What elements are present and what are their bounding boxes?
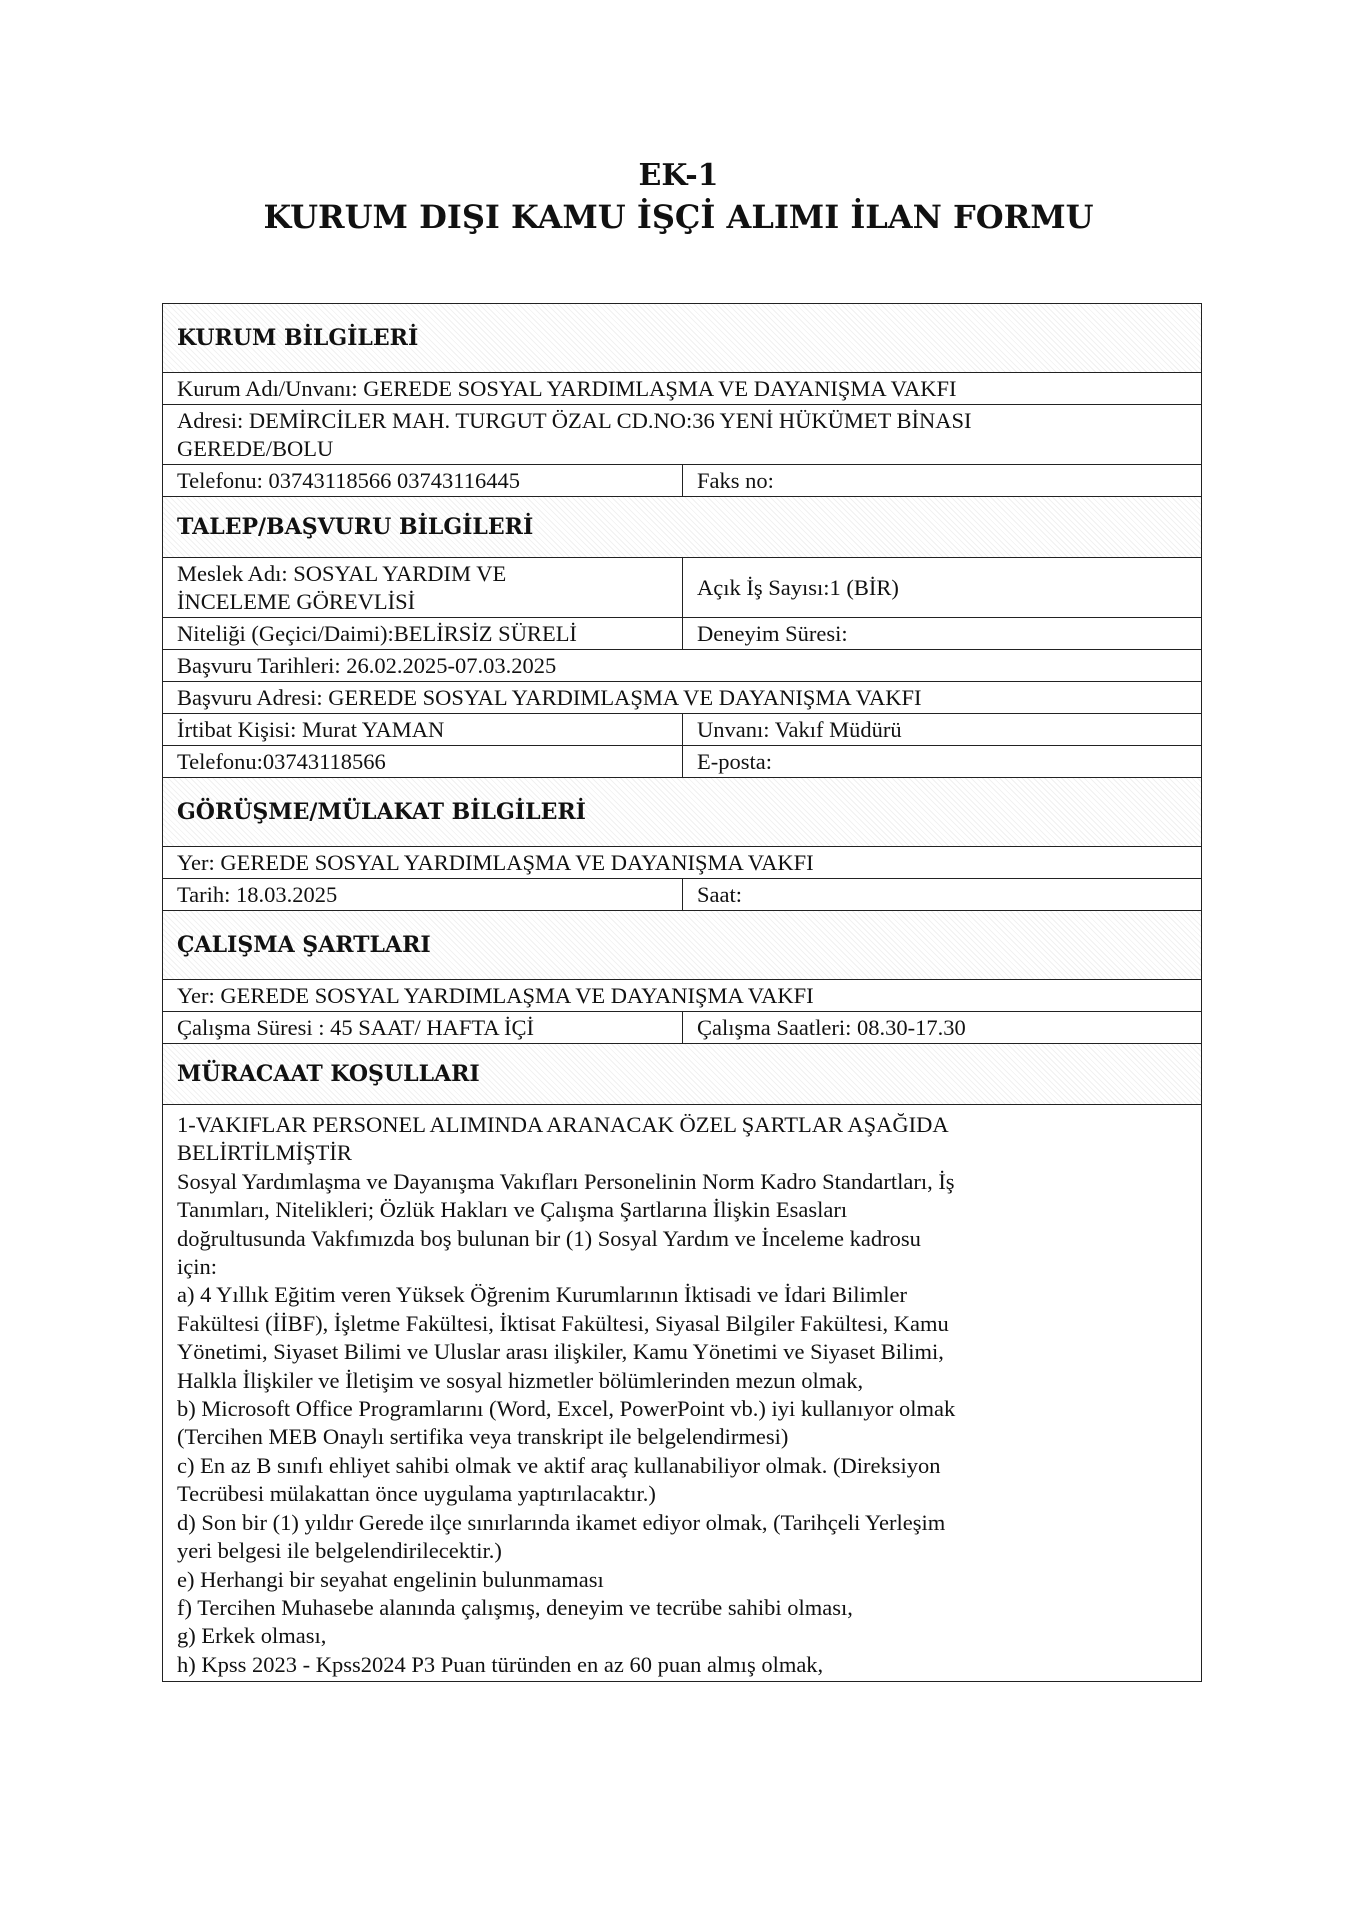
kurum-adres-line1: Adresi: DEMİRCİLER MAH. TURGUT ÖZAL CD.NO:36 YENİ HÜKÜMET BİNASI [177,408,972,433]
section-gorusme [163,778,1201,847]
kurum-adres [163,405,1201,464]
section-title-gorusme: GÖRÜŞME/MÜLAKAT BİLGİLERİ [163,778,1201,846]
talep-telefon: Telefonu:03743118566 [163,746,683,777]
section-calisma [163,911,1201,980]
requirement-line: Sosyal Yardımlaşma ve Dayanışma Vakıfları Personelinin Norm Kadro Standartları, İş [177,1168,955,1194]
kurum-faks: Faks no: [697,468,774,493]
gorusme-tarih: Tarih: 18.03.2025 [163,879,683,910]
irtibat-unvan: Unvanı: Vakıf Müdürü [697,717,902,742]
row-meslek [163,558,1201,618]
requirement-line: b) Microsoft Office Programlarını (Word, Excel, PowerPoint vb.) iyi kullanıyor olmak [177,1396,956,1422]
row-basvuru-adresi [163,682,1201,714]
requirement-line: h) Kpss 2023 - Kpss2024 P3 Puan türünden en az 60 puan almış olmak, [177,1651,824,1677]
row-irtibat [163,714,1201,746]
basvuru-adresi: Başvuru Adresi: GEREDE SOSYAL YARDIMLAŞMA VE DAYANIŞMA VAKFI [177,685,922,710]
row-muracaat-kosullari [163,1105,1201,1682]
row-niteligi [163,618,1201,650]
meslek-adi-line1: Meslek Adı: SOSYAL YARDIM VE [177,561,507,586]
calisma-yer: Yer: GEREDE SOSYAL YARDIMLAŞMA VE DAYANIŞMA VAKFI [177,983,814,1008]
deneyim-suresi: Deneyim Süresi: [697,621,848,646]
acik-is-sayisi: Açık İş Sayısı:1 (BİR) [697,575,899,600]
requirement-line: yeri belgesi ile belgelendirilecektir.) [177,1538,502,1564]
requirement-line: Tecrübesi mülakattan önce uygulama yaptırılacaktır.) [177,1481,656,1507]
calisma-suresi: Çalışma Süresi : 45 SAAT/ HAFTA İÇİ [163,1012,683,1043]
talep-eposta: E-posta: [697,749,772,774]
muracaat-kosullari-text [163,1105,1201,1681]
section-title-calisma: ÇALIŞMA ŞARTLARI [163,911,1201,979]
requirement-line: Tanımları, Nitelikleri; Özlük Hakları ve Çalışma Şartlarına İlişkin Esasları [177,1197,848,1223]
row-talep-telefon [163,746,1201,778]
row-kurum-telefon [163,465,1201,497]
requirement-line: f) Tercihen Muhasebe alanında çalışmış, deneyim ve tecrübe sahibi olması, [177,1594,853,1620]
requirement-line: Fakültesi (İİBF), İşletme Fakültesi, İktisat Fakültesi, Siyasal Bilgiler Fakültesi, Kamu [177,1310,949,1336]
requirement-line: Yönetimi, Siyaset Bilimi ve Uluslar arası ilişkiler, Kamu Yönetimi ve Siyaset Bilimi, [177,1339,944,1365]
calisma-saatleri: Çalışma Saatleri: 08.30-17.30 [697,1015,966,1040]
document-title: KURUM DIŞI KAMU İŞÇİ ALIMI İLAN FORMU [263,198,1094,236]
section-kurum [163,304,1201,373]
requirement-line: c) En az B sınıfı ehliyet sahibi olmak ve aktif araç kullanabiliyor olmak. (Direksiyon [177,1452,941,1478]
section-muracaat [163,1044,1201,1105]
requirement-line: 1-VAKIFLAR PERSONEL ALIMINDA ARANACAK ÖZEL ŞARTLAR AŞAĞIDA [177,1112,949,1137]
row-calisma-sure [163,1012,1201,1044]
row-basvuru-tarihleri [163,650,1201,682]
irtibat-kisisi: İrtibat Kişisi: Murat YAMAN [163,714,683,745]
kurum-adi: Kurum Adı/Unvanı: GEREDE SOSYAL YARDIMLAŞMA VE DAYANIŞMA VAKFI [177,376,957,401]
gorusme-saat: Saat: [697,882,742,907]
requirement-line: doğrultusunda Vakfımızda boş bulunan bir (1) Sosyal Yardım ve İnceleme kadrosu [177,1225,921,1251]
kurum-adres-line2: GEREDE/BOLU [177,436,334,461]
requirement-line: Halkla İlişkiler ve İletişim ve sosyal hizmetler bölümlerinden mezun olmak, [177,1367,864,1393]
kurum-telefon: Telefonu: 03743118566 03743116445 [163,465,683,496]
requirement-line: BELİRTİLMİŞTİR [177,1140,352,1166]
requirement-line: (Tercihen MEB Onaylı sertifika veya transkript ile belgelendirmesi) [177,1424,789,1450]
meslek-adi-line2: İNCELEME GÖREVLİSİ [177,589,416,614]
job-posting-form [162,303,1202,1682]
niteligi: Niteliği (Geçici/Daimi):BELİRSİZ SÜRELİ [163,618,683,649]
row-gorusme-yer [163,847,1201,879]
meslek-adi [163,558,683,617]
requirement-line: e) Herhangi bir seyahat engelinin bulunmaması [177,1566,604,1592]
requirement-line: için: [177,1254,217,1280]
requirement-line: g) Erkek olması, [177,1623,327,1649]
section-title-kurum: KURUM BİLGİLERİ [163,304,1201,372]
section-talep [163,497,1201,558]
requirement-line: d) Son bir (1) yıldır Gerede ilçe sınırlarında ikamet ediyor olmak, (Tarihçeli Yerleşim [177,1509,946,1535]
requirement-line: a) 4 Yıllık Eğitim veren Yüksek Öğrenim Kurumlarının İktisadi ve İdari Bilimler [177,1282,908,1308]
row-calisma-yer [163,980,1201,1012]
section-title-talep: TALEP/BAŞVURU BİLGİLERİ [163,497,1201,557]
row-kurum-adres [163,405,1201,465]
gorusme-yer: Yer: GEREDE SOSYAL YARDIMLAŞMA VE DAYANIŞMA VAKFI [177,850,814,875]
row-gorusme-tarih [163,879,1201,911]
section-title-muracaat: MÜRACAAT KOŞULLARI [163,1044,1201,1104]
basvuru-tarihleri: Başvuru Tarihleri: 26.02.2025-07.03.2025 [177,653,557,678]
row-kurum-adi [163,373,1201,405]
document-code: EK-1 [638,158,719,193]
